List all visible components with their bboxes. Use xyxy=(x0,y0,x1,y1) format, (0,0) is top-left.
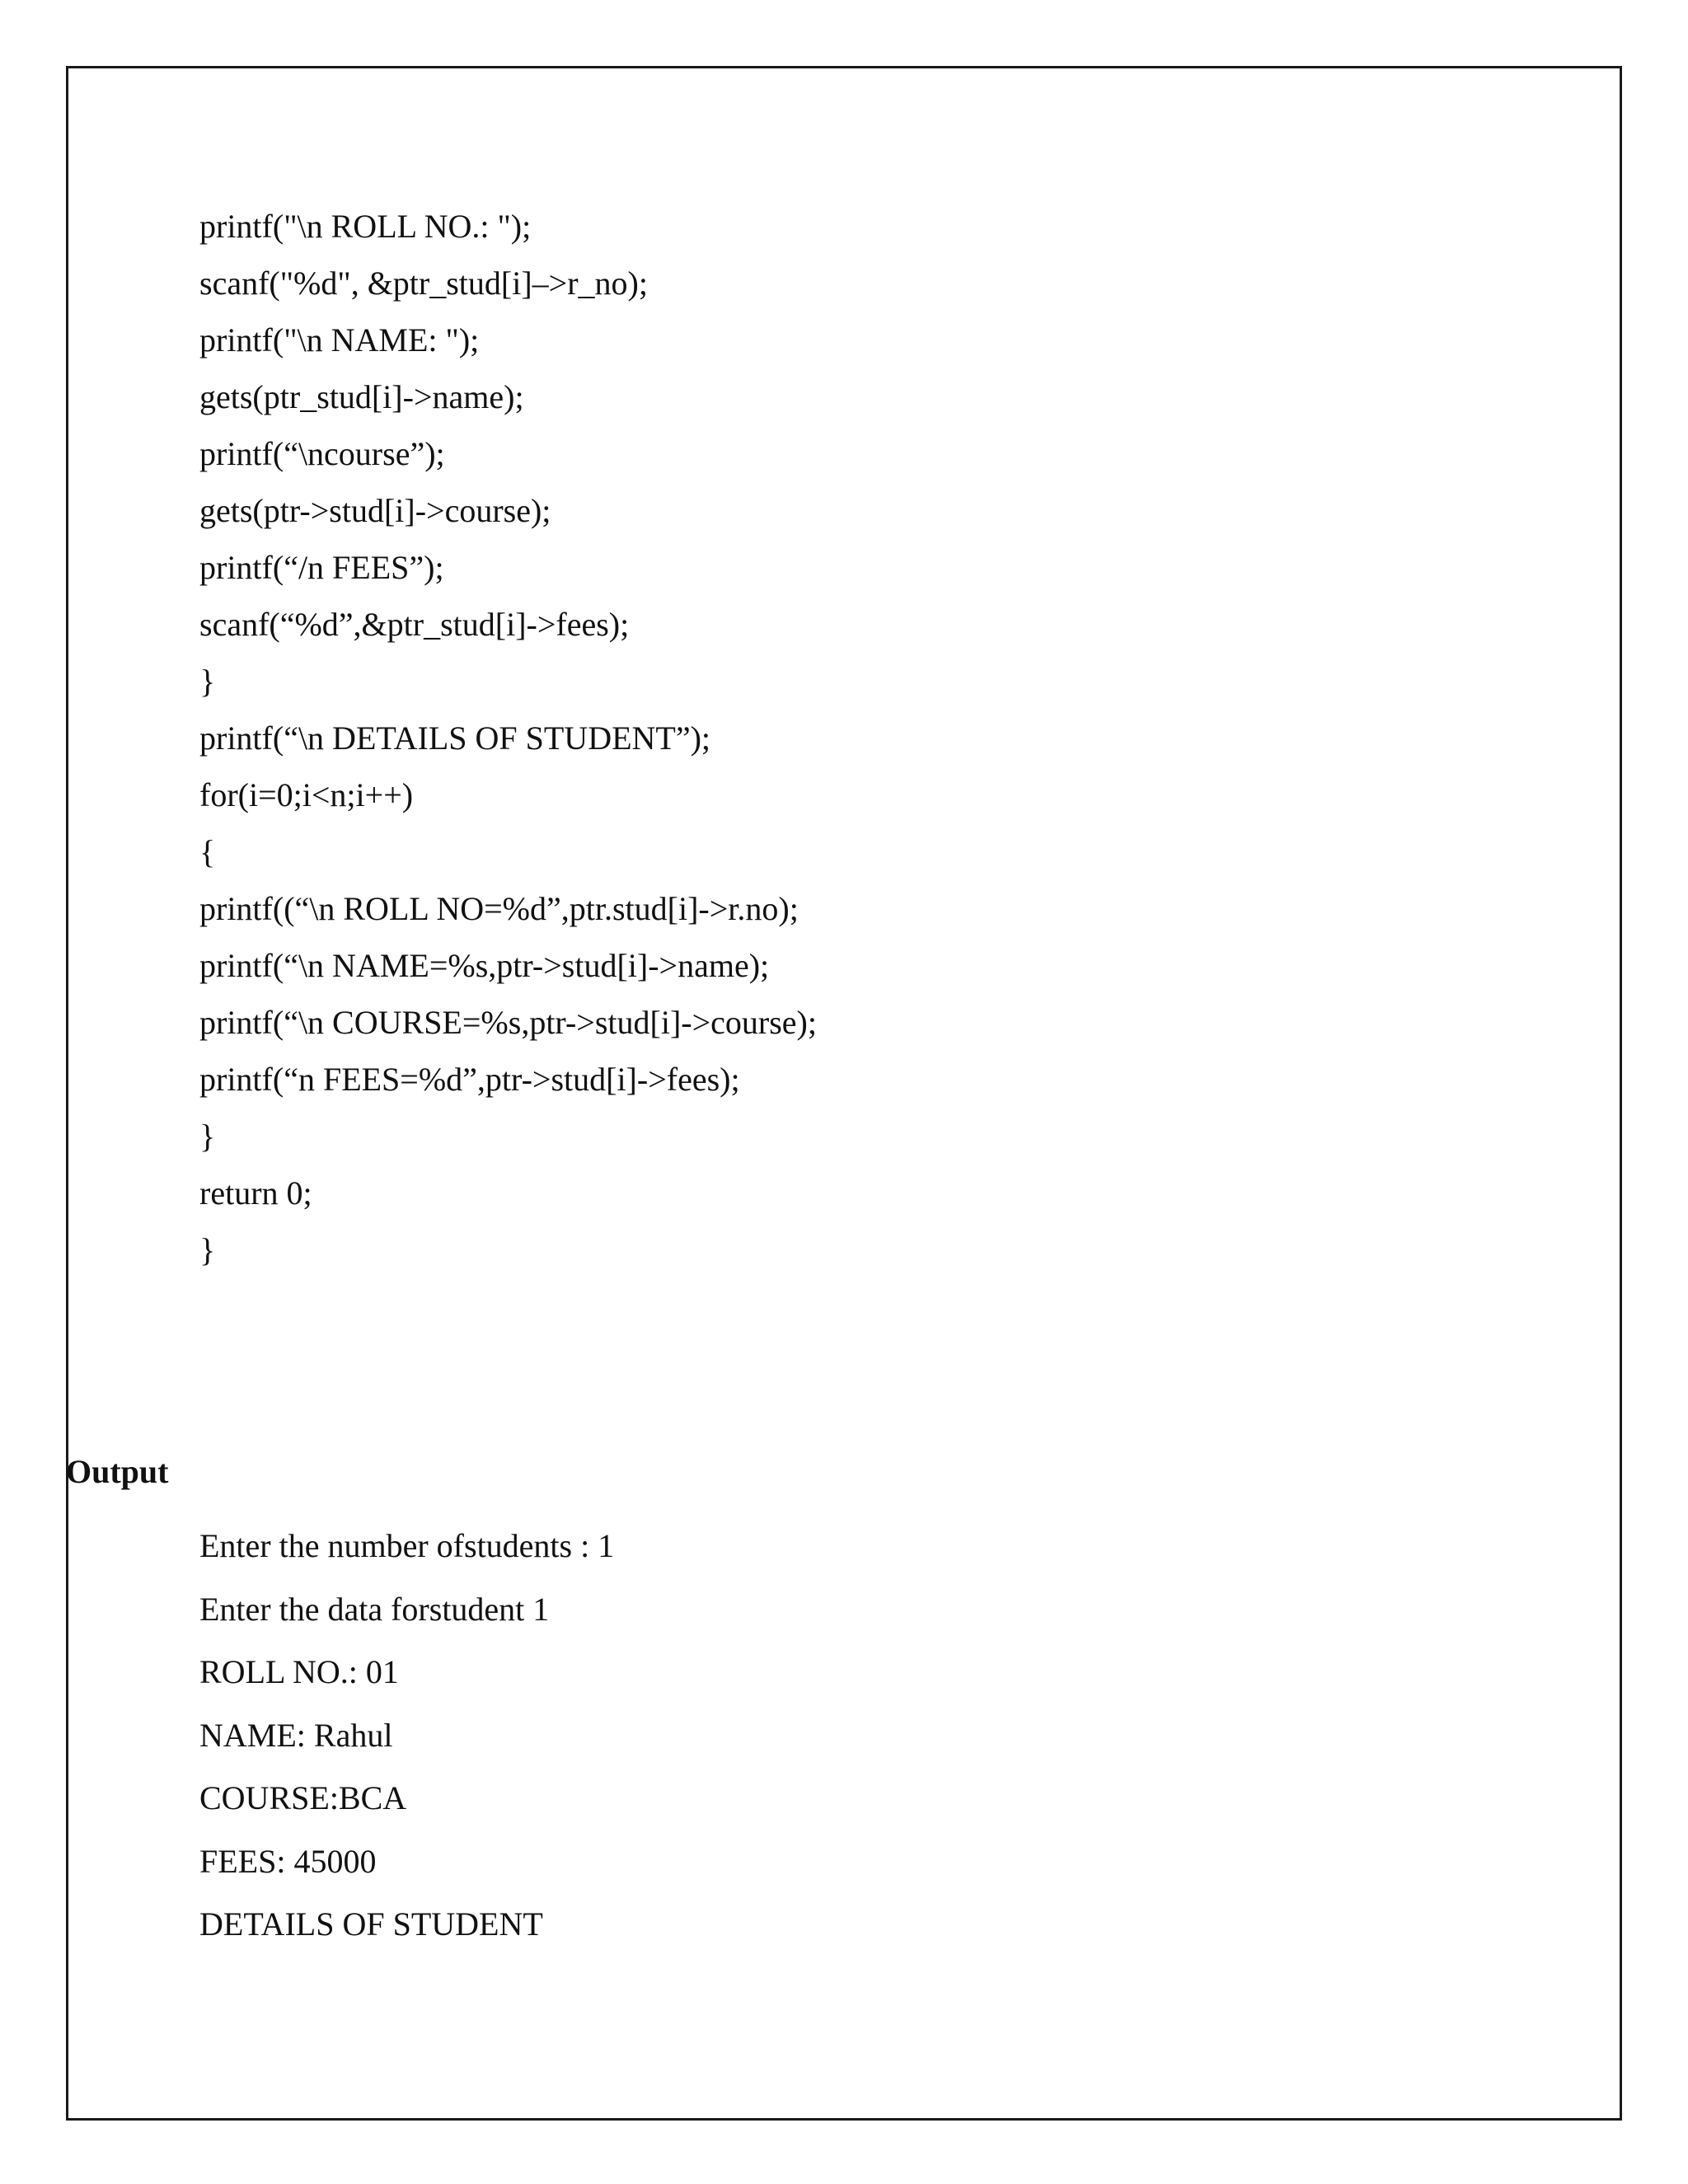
code-line: return 0; xyxy=(199,1174,312,1212)
code-line: printf("\n NAME: "); xyxy=(199,321,480,359)
code-line: } xyxy=(199,1231,216,1268)
code-line: scanf(“%d”,&ptr_stud[i]->fees); xyxy=(199,606,630,643)
code-line: printf(“n FEES=%d”,ptr->stud[i]->fees); xyxy=(199,1061,740,1098)
code-line: } xyxy=(199,663,216,700)
code-line: { xyxy=(199,833,216,870)
output-line: ROLL NO.: 01 xyxy=(199,1653,399,1690)
code-line: printf(“\n COURSE=%s,ptr->stud[i]->course); xyxy=(199,1004,817,1041)
output-line: COURSE:BCA xyxy=(199,1779,407,1816)
code-line: printf(“\n NAME=%s,ptr->stud[i]->name); xyxy=(199,947,770,984)
code-line: printf(“\ncourse”); xyxy=(199,435,445,472)
output-line: Enter the data forstudent 1 xyxy=(199,1590,550,1628)
code-line: for(i=0;i<n;i++) xyxy=(199,776,414,813)
code-line: printf(“/n FEES”); xyxy=(199,549,444,586)
output-line: DETAILS OF STUDENT xyxy=(199,1905,543,1943)
code-line: printf("\n ROLL NO.: "); xyxy=(199,208,532,245)
code-line: printf((“\n ROLL NO=%d”,ptr.stud[i]->r.no); xyxy=(199,890,799,927)
output-heading: Output xyxy=(66,1453,169,1490)
output-line: FEES: 45000 xyxy=(199,1842,377,1880)
output-line: NAME: Rahul xyxy=(199,1716,393,1754)
output-listing xyxy=(199,1515,614,1957)
code-listing xyxy=(199,198,817,1278)
code-line: printf(“\n DETAILS OF STUDENT”); xyxy=(199,719,711,757)
code-line: } xyxy=(199,1118,216,1155)
output-line: Enter the number ofstudents : 1 xyxy=(199,1527,615,1564)
code-line: scanf("%d", &ptr_stud[i]–>r_no); xyxy=(199,265,648,302)
code-line: gets(ptr->stud[i]->course); xyxy=(199,492,551,529)
code-line: gets(ptr_stud[i]->name); xyxy=(199,378,524,415)
